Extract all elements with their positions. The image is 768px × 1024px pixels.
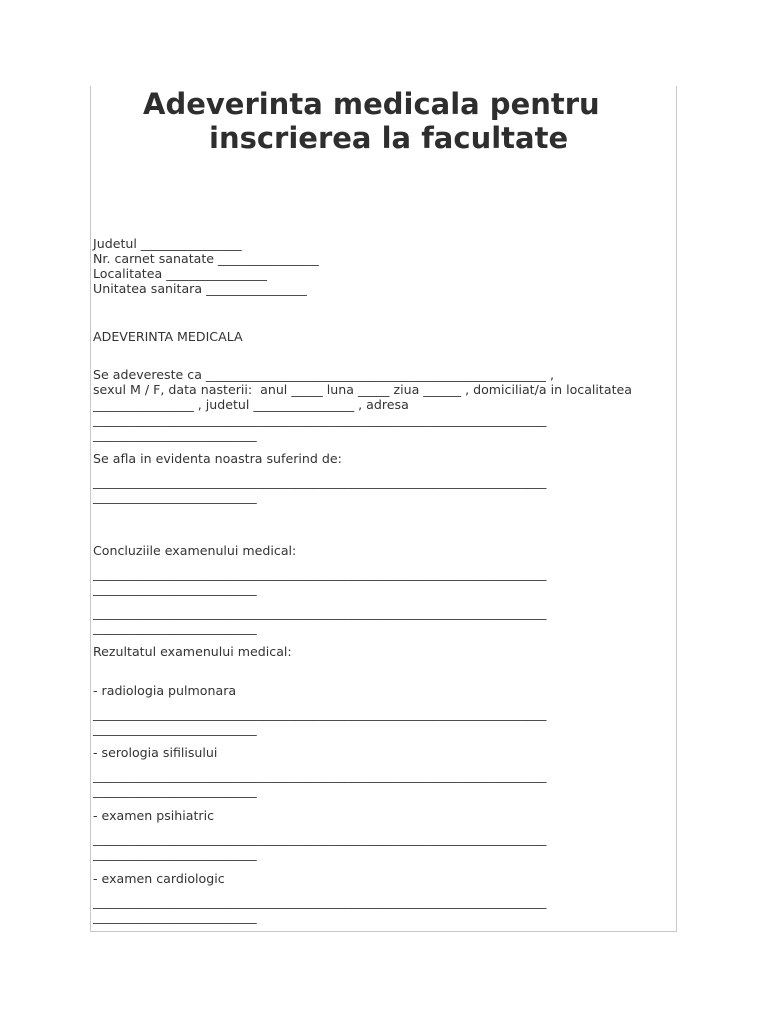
conclusions-line-4: __________________________ (93, 620, 257, 635)
result-item-line-2: __________________________ (93, 783, 257, 798)
title-line-1: Adeverinta medicala pentru (143, 87, 600, 121)
statement-line-2: sexul M / F, data nasterii: anul _____ luna _____ ziua ______ , domiciliat/a in localitatea (93, 382, 632, 397)
document-page (90, 86, 677, 932)
conclusions-line-1: ________________________________________________________________________ (93, 566, 547, 581)
result-item-line-1: ________________________________________________________________________ (93, 831, 547, 846)
result-item-line-1: ________________________________________________________________________ (93, 768, 547, 783)
field-localitatea: Localitatea ________________ (93, 266, 267, 281)
result-item-line-2: __________________________ (93, 721, 257, 736)
field-carnet-sanatate: Nr. carnet sanatate ________________ (93, 251, 319, 266)
field-unitatea-sanitara: Unitatea sanitara ________________ (93, 281, 307, 296)
title-line-2: inscrierea la facultate (209, 121, 569, 155)
conclusions-line-3: ________________________________________________________________________ (93, 605, 547, 620)
results-label: Rezultatul examenului medical: (93, 644, 292, 659)
result-item-label: - serologia sifilisului (93, 745, 218, 760)
section-title: ADEVERINTA MEDICALA (93, 329, 243, 344)
conclusions-line-2: __________________________ (93, 581, 257, 596)
statement-line-3: ________________ , judetul ________________ , adresa (93, 397, 409, 412)
result-item-line-1: ________________________________________________________________________ (93, 894, 547, 909)
result-item-line-1: ________________________________________________________________________ (93, 706, 547, 721)
evidence-line-1: ________________________________________________________________________ (93, 474, 547, 489)
evidence-label: Se afla in evidenta noastra suferind de: (93, 451, 342, 466)
statement-line-4: ________________________________________________________________________ (93, 412, 547, 427)
statement-line-1: Se adevereste ca ______________________________________________________ , (93, 367, 554, 382)
conclusions-label: Concluziile examenului medical: (93, 543, 297, 558)
result-item-line-2: __________________________ (93, 846, 257, 861)
result-item-label: - examen psihiatric (93, 808, 215, 823)
result-item-label: - radiologia pulmonara (93, 683, 237, 698)
field-judetul: Judetul ________________ (93, 236, 242, 251)
evidence-line-2: __________________________ (93, 489, 257, 504)
result-item-line-2: __________________________ (93, 909, 257, 924)
result-item-label: - examen cardiologic (93, 871, 225, 886)
statement-line-5: __________________________ (93, 427, 257, 442)
